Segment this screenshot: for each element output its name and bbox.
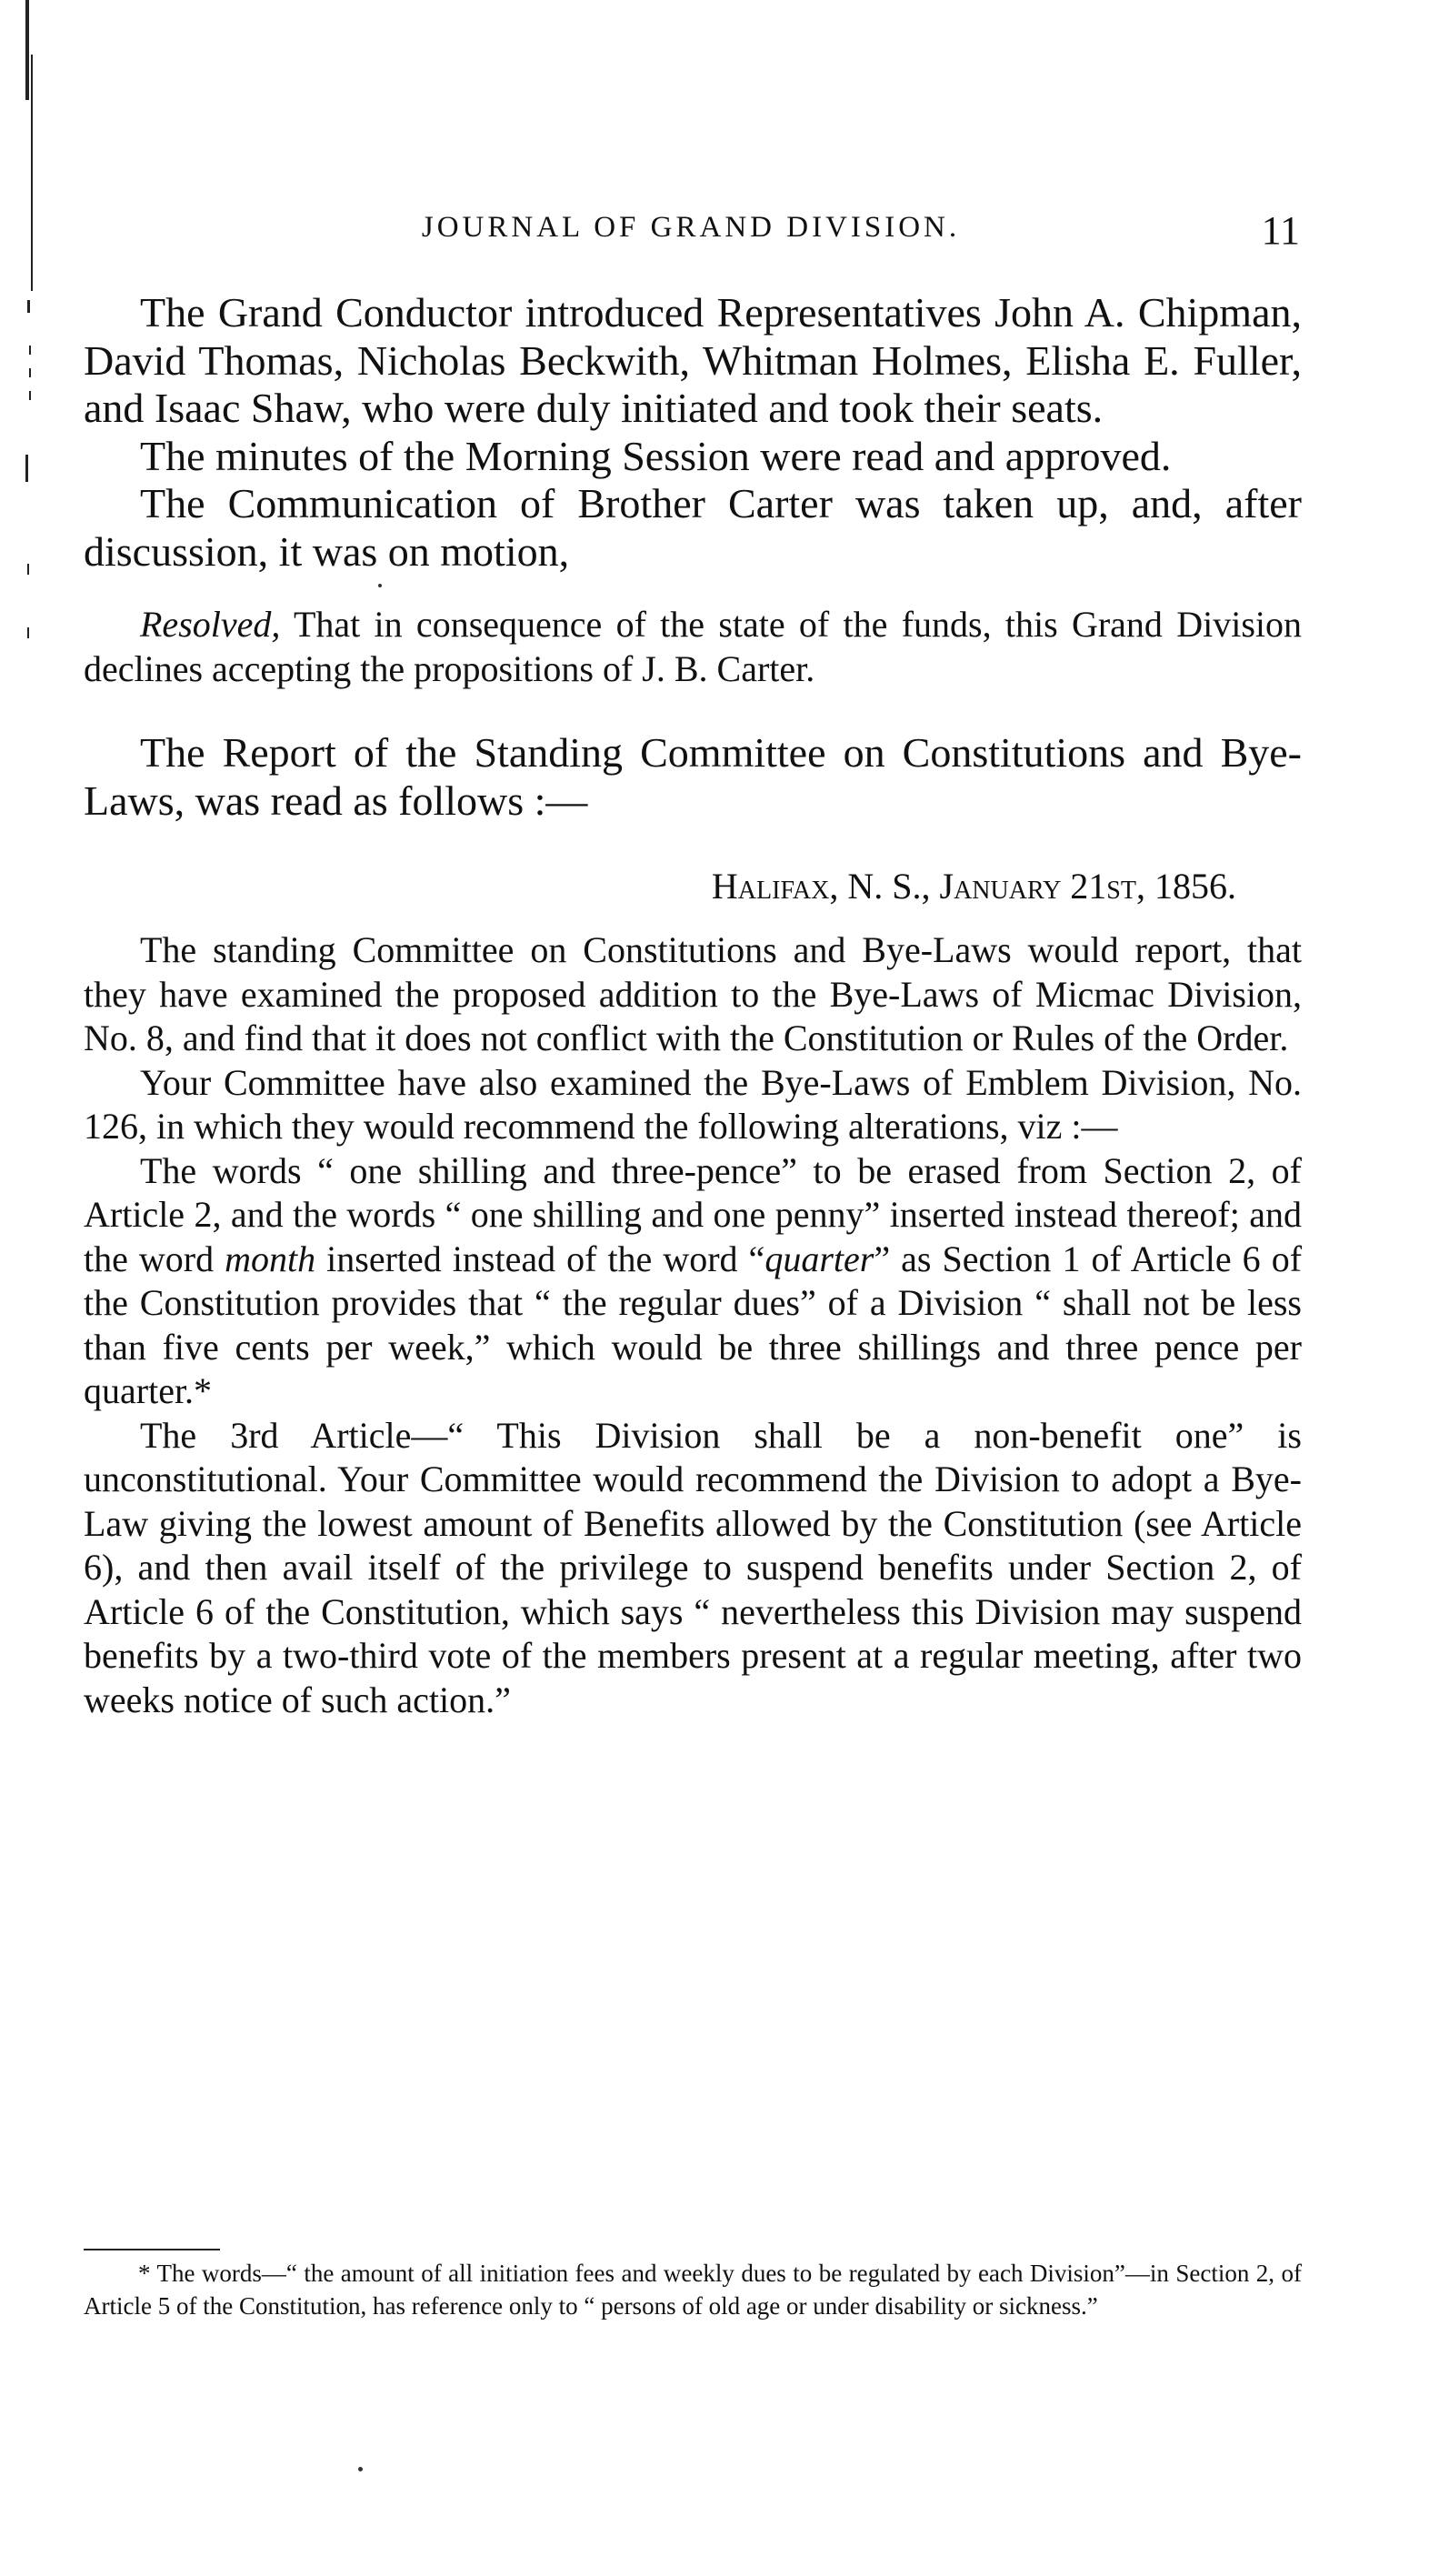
paragraph-micmac-division: The standing Committee on Constitutions and Bye-Laws would report, that they have examined the proposed addition to the Bye-Laws of Micmac Division, No. 8, and find that it does not conflict with the Constitution or Rules of the Order. (84, 929, 1302, 1058)
dues-text-part-1: The words “ one shilling and three-pence” to be erased from Section 2, of Article 2, and the words “ one shilling and one penny” inserted instead thereof; and the word (84, 1149, 1302, 1279)
footnote-rule (84, 2249, 220, 2250)
paragraph-minutes-approved: The minutes of the Morning Session were read and approved. (140, 432, 1172, 479)
running-head (82, 207, 1300, 262)
paragraph-carter-communication: The Communication of Brother Carter was taken up, and, after discussion, it was on motion, (84, 480, 1302, 575)
italic-quarter: quarter (764, 1238, 874, 1279)
running-title: JOURNAL OF GRAND DIVISION. (421, 211, 961, 244)
print-speck (378, 584, 382, 587)
paragraph-representatives-initiated: The Grand Conductor introduced Representatives John A. Chipman, David Thomas, Nicholas Beckwith, Whitman Holmes, Elisha E. Fuller, and Isaac Shaw, who were duly initiated and took their seats. (84, 289, 1302, 431)
footnote: * The words—“ the amount of all initiation fees and weekly dues to be regulated by each Division”—in Section 2, of Article 5 of the Constitution, has reference only to “ persons of old age or under disability or sickness.” (84, 2260, 1302, 2320)
print-speck (358, 2467, 363, 2471)
paragraph-dues-alteration (84, 1149, 1302, 1414)
dues-text-part-3: ” as Section 1 of Article 6 of the Constitution provides that “ the regular dues” of a Division “ shall not be less than five cents per week,” which would be three shillings and three pence per quarter.* (84, 1238, 1303, 1411)
paragraph-emblem-division: Your Committee have also examined the Bye-Laws of Emblem Division, No. 126, in which they would recommend the following alterations, viz :— (84, 1061, 1302, 1147)
paragraph-resolution (84, 603, 1302, 691)
report-dateline: Halifax, N. S., January 21st, 1856. (711, 866, 1236, 907)
italic-month: month (225, 1238, 316, 1279)
page-number: 11 (1261, 208, 1300, 253)
resolved-text: That in consequence of the state of the funds, this Grand Division declines accepting the propositions of J. B. Carter. (84, 604, 1302, 689)
dues-text-part-2: inserted instead of the word “ (315, 1238, 765, 1279)
paragraph-third-article: The 3rd Article—“ This Division shall be a non-benefit one” is unconstitutional. Your Committee would recommend the Division to adopt a Bye-Law giving the lowest amount of Benefits allowed by the Constitution (see Article 6), and then avail itself of the privilege to suspend benefits under Section 2, of Article 6 of the Constitution, which says “ nevertheless this Division may suspend benefits by a two-third vote of the members present at a regular meeting, after two weeks notice of such action.” (84, 1414, 1302, 1720)
scan-margin-marks (20, 0, 47, 655)
body-text (84, 289, 1302, 1722)
resolved-label: Resolved, (140, 604, 281, 645)
paragraph-committee-report-intro: The Report of the Standing Committee on Constitutions and Bye-Laws, was read as follows :— (84, 729, 1302, 824)
